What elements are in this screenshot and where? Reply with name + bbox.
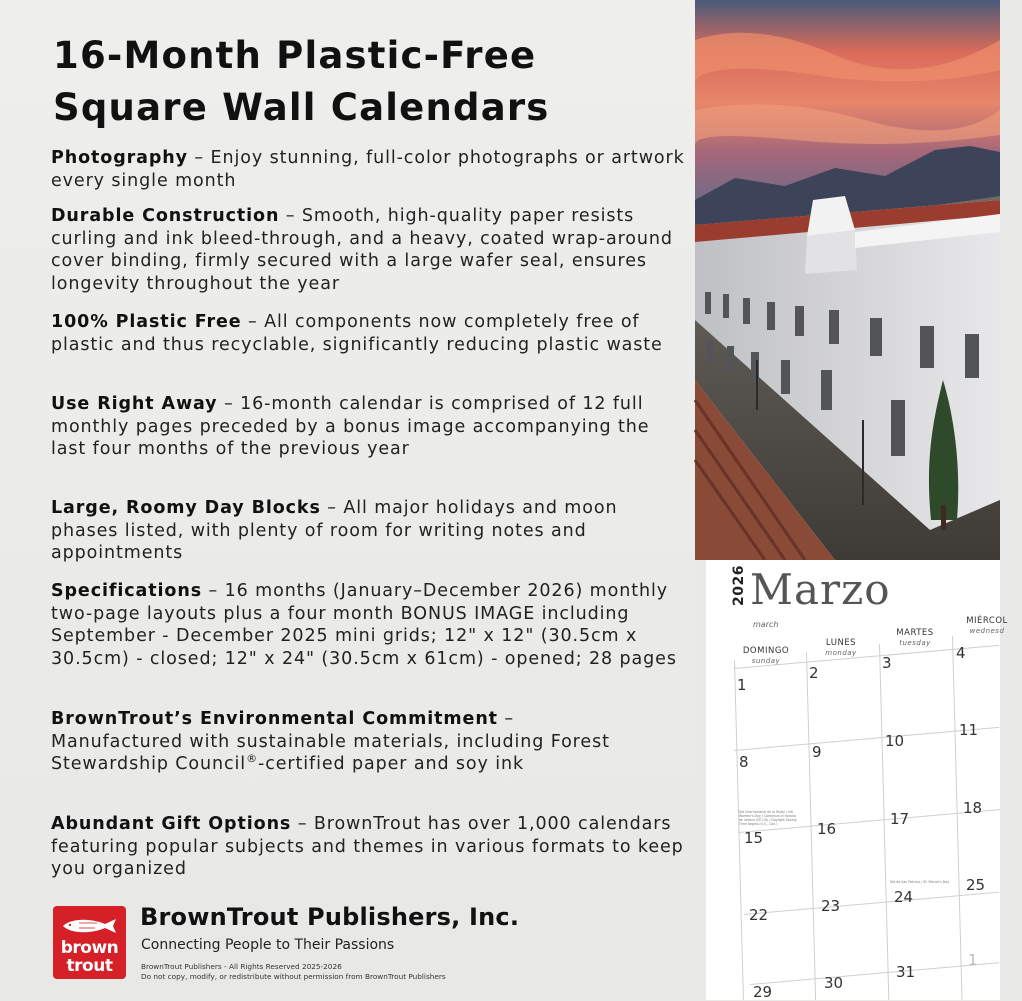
logo-word-trout: trout xyxy=(66,956,113,976)
calendar-year: 2026 xyxy=(731,565,747,606)
feature-text: – All major holidays and moon phases listed, with plenty of room for writing notes and appointments xyxy=(51,498,618,564)
feature-heading: 100% Plastic Free xyxy=(51,312,242,332)
registered-mark: ® xyxy=(246,752,258,766)
weekday-spanish: LUNES xyxy=(825,638,857,648)
feature-text: – Manufactured with sustainable materials, including Forest Stewardship Council xyxy=(51,709,610,775)
feature-text: – Smooth, high-quality paper resists curling and ink bleed-through, and a heavy, coated wrap-around cover binding, firmly secured with a large wafer seal, ensures longevity throughout the year xyxy=(51,206,673,294)
weekday-english: monday xyxy=(825,649,857,657)
calendar-month-english: march xyxy=(753,620,779,629)
calendar-day: 9 xyxy=(812,743,822,761)
weekday-english: sunday xyxy=(751,657,781,665)
weekday-english: wednesd xyxy=(969,627,1005,635)
product-title-line-1: 16-Month Plastic-Free xyxy=(53,34,537,77)
feature-heading: Photography xyxy=(51,148,188,168)
product-title xyxy=(53,30,550,134)
feature-heading: Large, Roomy Day Blocks xyxy=(51,498,321,518)
feature-heading: Abundant Gift Options xyxy=(51,814,292,834)
calendar-day: 15 xyxy=(744,829,764,847)
holiday-note: Día de San Patricio / St. Patrick's Day xyxy=(890,880,950,884)
feature-heading: Durable Construction xyxy=(51,206,280,226)
month-photo xyxy=(695,0,1000,560)
trout-fish-icon xyxy=(61,916,118,936)
feature-specifications xyxy=(51,580,691,670)
calendar-page xyxy=(706,560,1008,1001)
weekday-english: tuesday xyxy=(899,639,931,647)
feature-text: – Enjoy stunning, full-color photographs or artwork every single month xyxy=(51,148,685,191)
feature-heading: Use Right Away xyxy=(51,394,218,414)
feature-text: – All components now completely free of plastic and thus recyclable, significantly reducing plastic waste xyxy=(51,312,663,355)
feature-photography xyxy=(51,147,691,192)
feature-text-continued: -certified paper and soy ink xyxy=(257,754,525,775)
calendar-day: 11 xyxy=(959,721,979,739)
grid-line xyxy=(879,644,889,1000)
publisher-tagline: Connecting People to Their Passions xyxy=(141,937,395,953)
publisher-name: BrownTrout Publishers, Inc. xyxy=(140,903,520,931)
holiday-note: Día Internacional de la Mujer / Intl Women's Day / Comienza el horario de verano (EE.UU) / Daylight Saving Time begins (U.S., Can.) xyxy=(739,810,797,826)
weekday-spanish: DOMINGO xyxy=(742,646,790,656)
colonial-building-photo xyxy=(695,0,1000,560)
browntrout-logo xyxy=(53,906,126,979)
grid-line xyxy=(744,888,999,915)
product-title-line-2: Square Wall Calendars xyxy=(53,86,550,129)
calendar-day: 23 xyxy=(821,897,841,915)
calendar-day: 22 xyxy=(749,906,769,924)
feature-text: – BrownTrout has over 1,000 calendars featuring popular subjects and themes in various formats to keep you organized xyxy=(51,814,684,880)
feature-heading: BrownTrout’s Environmental Commitment xyxy=(51,709,498,729)
calendar-day: 18 xyxy=(963,799,983,817)
feature-use-right-away xyxy=(51,393,691,461)
calendar-day: 25 xyxy=(966,876,986,894)
weekday-header-monday xyxy=(806,638,876,657)
weekday-header-tuesday xyxy=(880,628,950,647)
calendar-month-title: Marzo xyxy=(750,565,891,614)
calendar-day: 16 xyxy=(817,820,837,838)
weekday-header-wednesday xyxy=(952,616,1022,635)
feature-text: – 16-month calendar is comprised of 12 full monthly pages preceded by a bonus image accompanying the last four months of the previous year xyxy=(51,394,650,460)
calendar-day: 10 xyxy=(885,732,905,750)
calendar-day: 31 xyxy=(896,963,916,981)
calendar-day: 17 xyxy=(890,810,910,828)
feature-environmental-commitment xyxy=(51,708,611,776)
weekday-spanish: MIÉRCOL xyxy=(966,616,1008,626)
logo-word-brown: brown xyxy=(60,938,119,958)
calendar-day: 1 xyxy=(737,676,747,694)
feature-day-blocks xyxy=(51,497,691,565)
calendar-day: 30 xyxy=(824,974,844,992)
feature-plastic-free xyxy=(51,311,691,356)
feature-gift-options xyxy=(51,813,691,881)
weekday-spanish: MARTES xyxy=(896,628,934,638)
copyright-line: BrownTrout Publishers - All Rights Reserved 2025-2026 xyxy=(141,962,342,971)
calendar-day: 4 xyxy=(956,644,966,662)
feature-text: – 16 months (January–December 2026) monthly two-page layouts plus a four month BONUS IMAGE including September - December 2025 mini grids; 12" x 12" (30.5cm x 30.5cm) - closed; 12" x 24" (30.5cm x 61cm) - opened; 28 pages xyxy=(51,581,677,669)
grid-line xyxy=(952,636,963,1000)
grid-line xyxy=(734,660,744,1000)
calendar-day: 3 xyxy=(882,654,892,672)
feature-heading: Specifications xyxy=(51,581,203,601)
calendar-day: 24 xyxy=(894,888,914,906)
calendar-day: 29 xyxy=(753,983,773,1001)
calendar-day-next-month: 1 xyxy=(968,951,978,969)
feature-durable-construction xyxy=(51,205,691,295)
copyright-notice: Do not copy, modify, or redistribute without permission from BrownTrout Publishers xyxy=(141,972,446,981)
calendar-day: 2 xyxy=(809,664,819,682)
calendar-day: 8 xyxy=(739,753,749,771)
